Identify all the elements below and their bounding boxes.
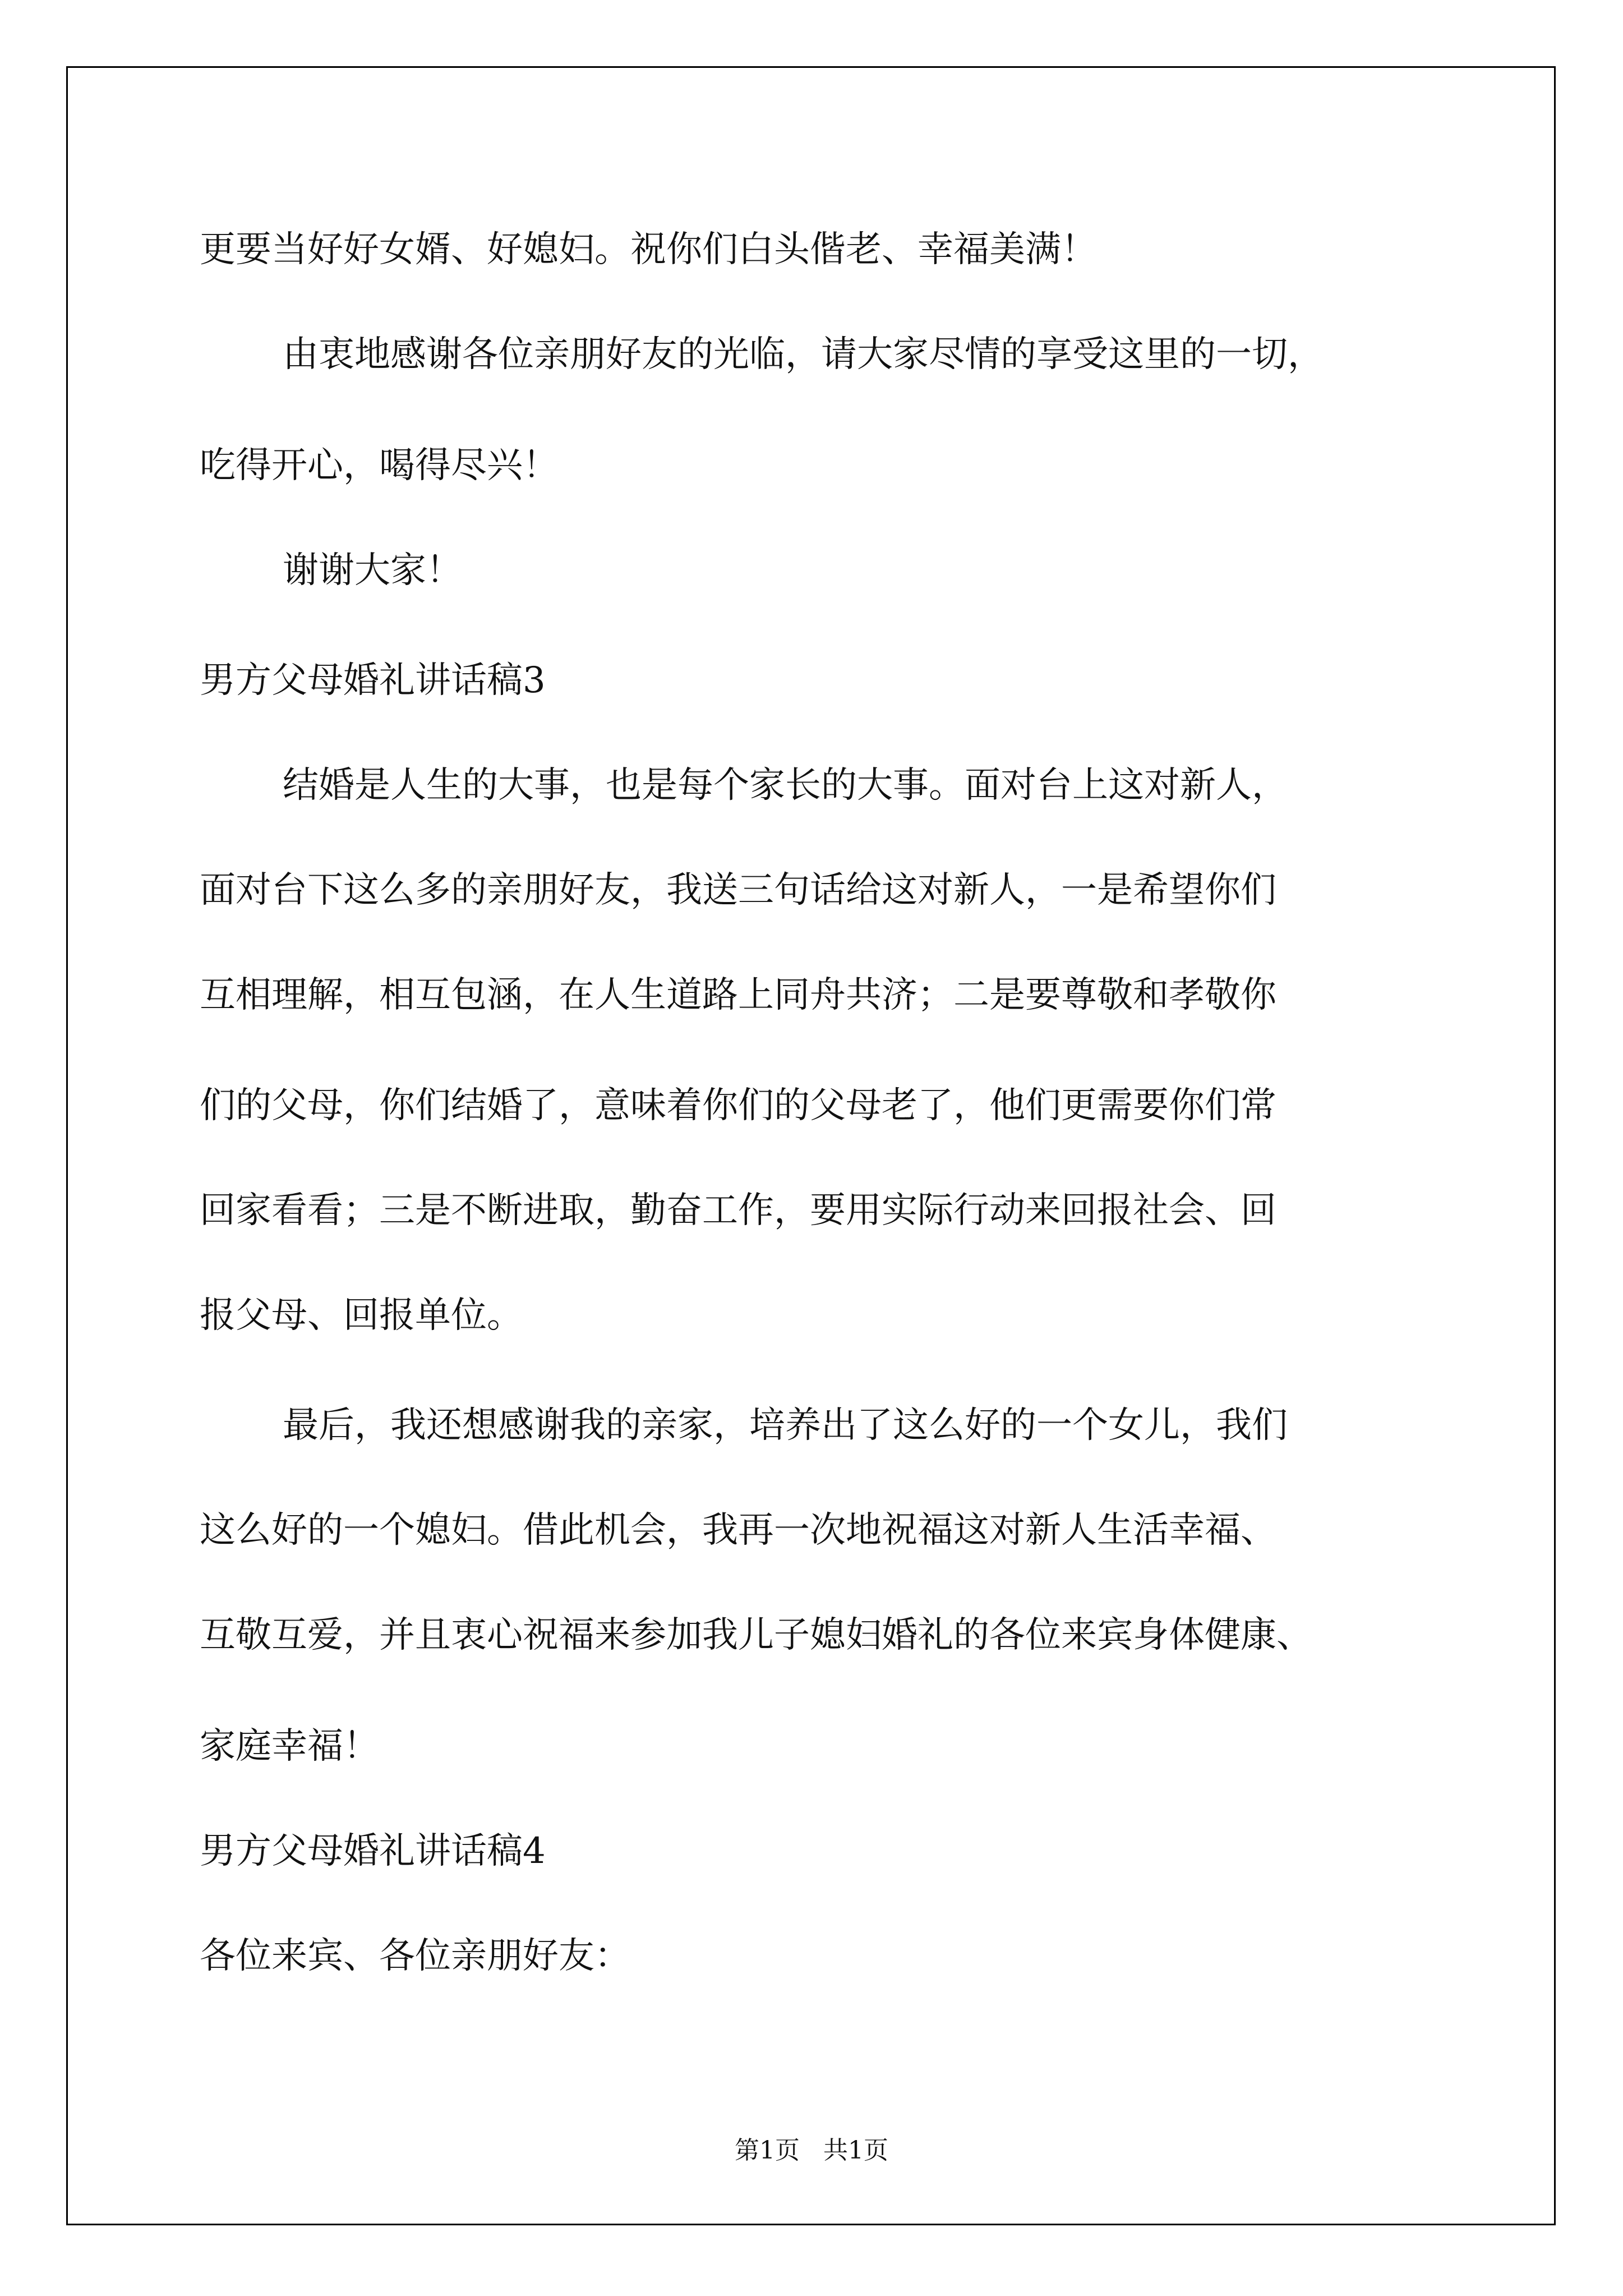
body-line-3: 吃得开心，喝得尽兴！ bbox=[200, 445, 559, 486]
body-line-17: 各位来宾、各位亲朋好友： bbox=[200, 1935, 630, 1977]
body-line-6: 结婚是人生的大事，也是每个家长的大事。面对台上这对新人， bbox=[283, 765, 1288, 806]
body-line-12: 最后，我还想感谢我的亲家，培养出了这么好的一个女儿，我们 bbox=[283, 1405, 1288, 1446]
body-line-14: 互敬互爱，并且衷心祝福来参加我儿子媳妇婚礼的各位来宾身体健康、 bbox=[200, 1614, 1312, 1656]
body-line-7: 面对台下这么多的亲朋好友，我送三句话给这对新人，一是希望你们 bbox=[200, 869, 1276, 911]
body-line-13: 这么好的一个媳妇。借此机会，我再一次地祝福这对新人生活幸福、 bbox=[200, 1510, 1276, 1551]
body-line-1: 更要当好好女婿、好媳妇。祝你们白头偕老、幸福美满！ bbox=[200, 229, 1097, 270]
body-line-10: 回家看看；三是不断进取，勤奋工作，要用实际行动来回报社会、回 bbox=[200, 1190, 1276, 1231]
page-border bbox=[66, 66, 1556, 2225]
body-line-9: 们的父母，你们结婚了，意味着你们的父母老了，他们更需要你们常 bbox=[200, 1085, 1276, 1126]
section-heading-4: 男方父母婚礼讲话稿4 bbox=[200, 1830, 546, 1872]
body-line-2: 由衷地感谢各位亲朋好友的光临，请大家尽情的享受这里的一切， bbox=[283, 334, 1324, 375]
body-line-15: 家庭幸福！ bbox=[200, 1726, 379, 1767]
body-line-8: 互相理解，相互包涵，在人生道路上同舟共济；二是要尊敬和孝敬你 bbox=[200, 974, 1276, 1016]
section-heading-3: 男方父母婚礼讲话稿3 bbox=[200, 660, 546, 701]
body-line-11: 报父母、回报单位。 bbox=[200, 1295, 523, 1336]
body-line-4: 谢谢大家！ bbox=[283, 550, 462, 591]
page-footer: 第1页 共1页 bbox=[735, 2136, 888, 2165]
